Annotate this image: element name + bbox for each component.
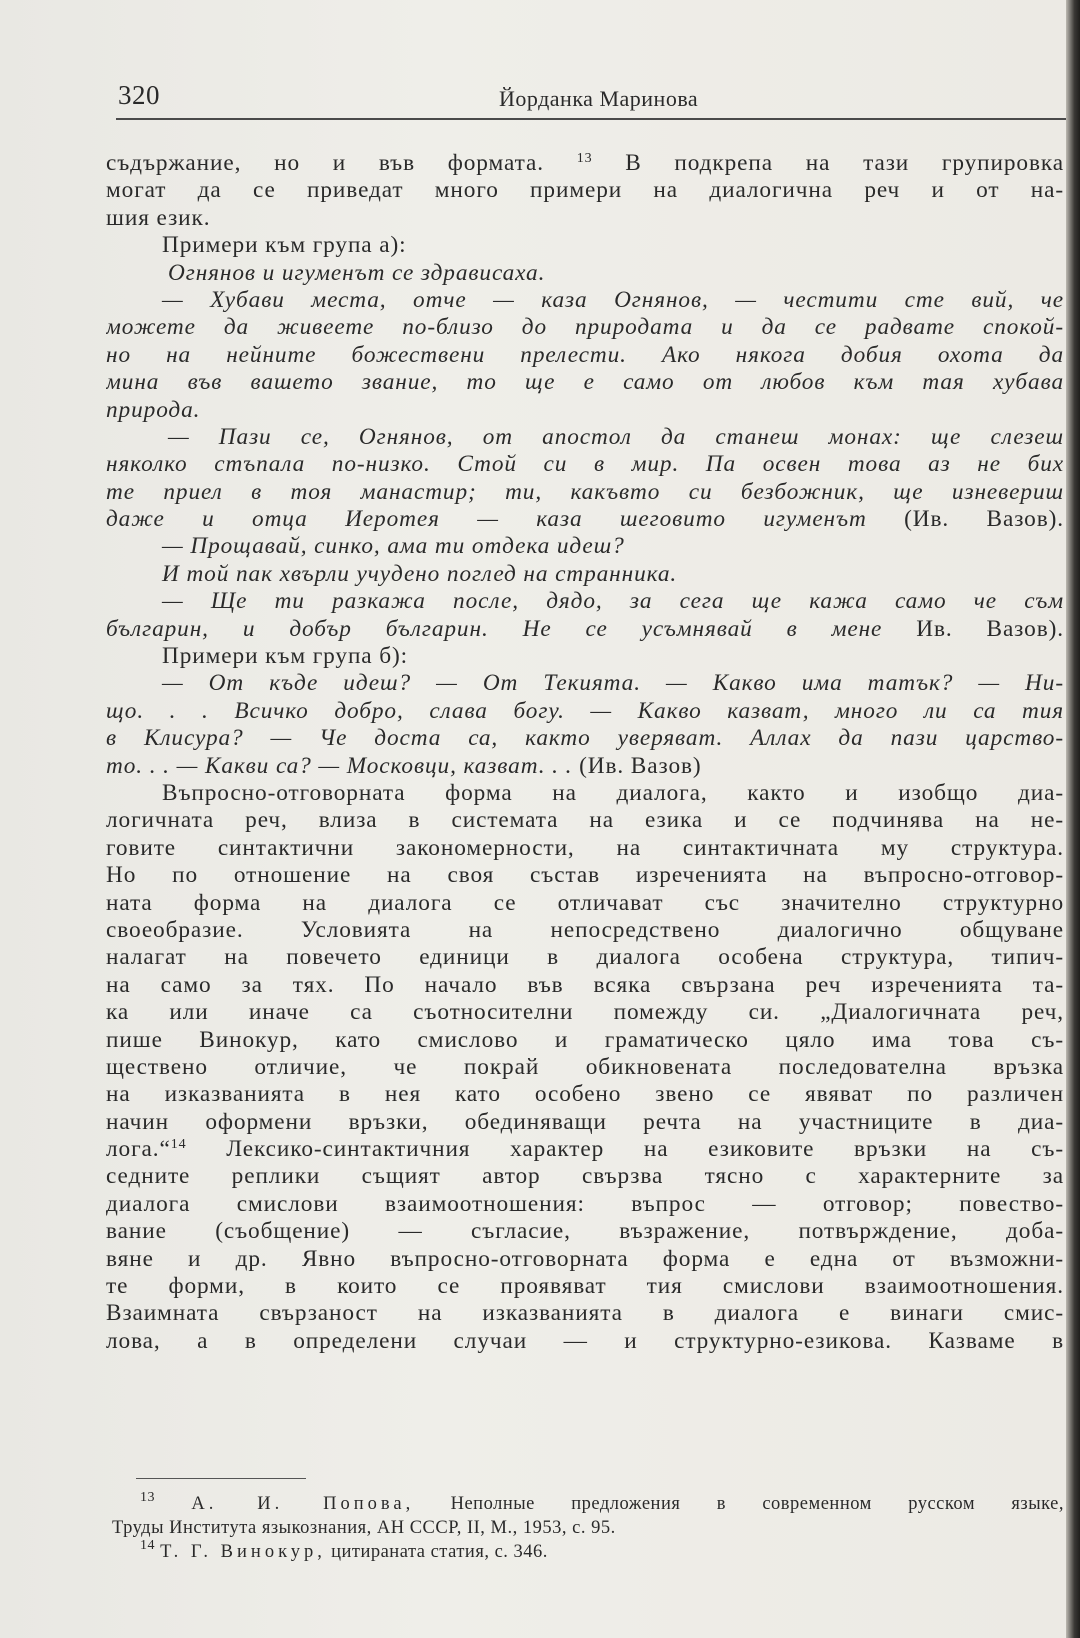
text-line: шия език.: [106, 204, 211, 231]
example-line: даже и отца Иеротея — каза шеговито игуменът (Ив. Вазов).: [106, 506, 1064, 533]
book-spine-shadow: [1066, 0, 1080, 1638]
text-line: могат да се приведат много примери на диалогична реч и от на-: [106, 177, 1064, 204]
footnote-author: А. И. Попова,: [191, 1494, 415, 1514]
footnote-rule: [136, 1478, 306, 1479]
example-line: — Ще ти разкажа после, дядо, за сега ще кажа само че съм: [162, 588, 1064, 615]
example-line: природа.: [106, 396, 201, 423]
example-line: — Прощавай, синко, ама ти отдека идеш?: [162, 533, 625, 560]
example-line: — Хубави места, отче — каза Огнянов, — честити сте вий, че: [162, 286, 1064, 313]
example-line: що. . . Всичко добро, слава богу. — Какво казват, много ли са тия: [106, 697, 1064, 724]
text-line: логичната реч, влиза в системата на езика и се подчинява на не-: [106, 807, 1064, 834]
footnote-ref-13: 13: [576, 151, 593, 166]
example-line: те приел в тоя манастир; ти, какъвто си безбожник, ще изневериш: [106, 478, 1064, 505]
text-line: съдържание, но и във формата. $^{13}$ В подкрепа на тази групировка: [106, 150, 1064, 176]
example-line: можете да живеете по-близо до природата и да се радвате спокой-: [106, 314, 1064, 341]
page-header: [116, 78, 1066, 118]
text-line: налагат на повечето единици в диалога особена структура, типич-: [106, 944, 1064, 971]
text-line: ка или иначе са съотносителни помежду си. „Диалогичната реч,: [106, 999, 1064, 1026]
example-line: то. . . — Какви са? — Московци, казват. . . (Ив. Вазов): [106, 752, 702, 779]
text-line: на изказванията в нея като особено звено се явяват по различен: [106, 1081, 1064, 1108]
example-line: но на нейните божествени прелести. Ако някога добия охота да: [106, 341, 1064, 368]
footnote-ref-14: 14: [170, 1137, 187, 1153]
subheading-group-b: Примери към група б):: [162, 643, 409, 670]
example-line: българин, и добър българин. Не се усъмнявай в мене Ив. Вазов).: [106, 615, 1064, 642]
body-text: [106, 150, 1064, 1355]
header-rule: [116, 118, 1066, 120]
page-number: 320: [118, 80, 160, 110]
text-line: Но по отношение на своя състав изреченията на въпросно-отговор-: [106, 862, 1064, 889]
example-line: — Пази се, Огнянов, от апостол да станеш монах: ще слезеш: [168, 423, 1064, 450]
running-head: Йорданка Маринова: [499, 86, 699, 111]
subheading-group-a: Примери към група а):: [162, 232, 407, 259]
text-line: вяне и др. Явно въпросно-отговорната форма е една от възможни-: [106, 1245, 1064, 1272]
text-line: лога.“$^{14}$ Лексико-синтактичния характер на езиковите връзки на съ-: [106, 1136, 1064, 1163]
example-line: И той пак хвърли учудено поглед на странника.: [162, 560, 678, 587]
text-line: своеобразие. Условията на непосредствено диалогично общуване: [106, 916, 1064, 943]
text-line: лова, а в определени случаи — и структурно-езикова. Казваме в: [106, 1327, 1064, 1354]
source-citation: (Ив. Вазов).: [904, 506, 1064, 533]
text-line: седните реплики същият автор свързва тясно с характерните за: [106, 1163, 1064, 1190]
text-line: говите синтактични закономерности, на синтактичната му структура.: [106, 834, 1064, 861]
footnotes: [112, 1492, 1064, 1564]
example-line: — От къде идеш? — От Текията. — Какво има татък? — Ни-: [162, 670, 1064, 697]
example-line: в Клисура? — Че доста са, както уверяват. Аллах да пази царство-: [106, 725, 1064, 752]
text-line: ната форма на диалога се отличават със значително структурно: [106, 889, 1064, 916]
example-line: мина във вашето звание, то ще е само от любов към тая хубава: [106, 369, 1064, 396]
footnote-13-cont: Труды Института языкознания, АН СССР, II, М., 1953, с. 95.: [112, 1518, 616, 1538]
text-line: те форми, в които се проявяват тия смислови взаимоотношения.: [106, 1273, 1064, 1300]
source-citation: Ив. Вазов).: [916, 615, 1064, 642]
footnote-author: Т. Г. Винокур,: [160, 1542, 326, 1562]
example-line: Огнянов и игуменът се здрависаха.: [168, 259, 546, 286]
footnote-14: $^{14}$ Т. Г. Винокур, цитираната статия, с. 346.: [140, 1540, 548, 1562]
text-line: пише Винокур, като смислово и граматическо цяло има това съ-: [106, 1026, 1064, 1053]
text-line: на само за тях. По начало във всяка свързана реч изреченията та-: [106, 971, 1064, 998]
text-line: диалога смислови взаимоотношения: въпрос — отговор; повество-: [106, 1190, 1064, 1217]
example-line: няколко стъпала по-низко. Стой си в мир. Па освен това аз не бих: [106, 451, 1064, 478]
footnote-13: $^{13}$ А. И. Попова, Неполные предложения в современном русском языке,: [140, 1492, 1064, 1514]
text-line: Въпросно-отговорната форма на диалога, както и изобщо диа-: [162, 779, 1064, 806]
text-line: ществено отличие, че покрай обикновената последователна връзка: [106, 1053, 1064, 1080]
text-line: начин оформени връзки, обединяващи речта на участниците в диа-: [106, 1108, 1064, 1135]
source-citation: (Ив. Вазов): [579, 752, 702, 779]
text-line: Взаимната свързаност на изказванията в диалога е винаги смис-: [106, 1300, 1064, 1327]
text-line: вание (съобщение) — съгласие, възражение, потвърждение, доба-: [106, 1218, 1064, 1245]
